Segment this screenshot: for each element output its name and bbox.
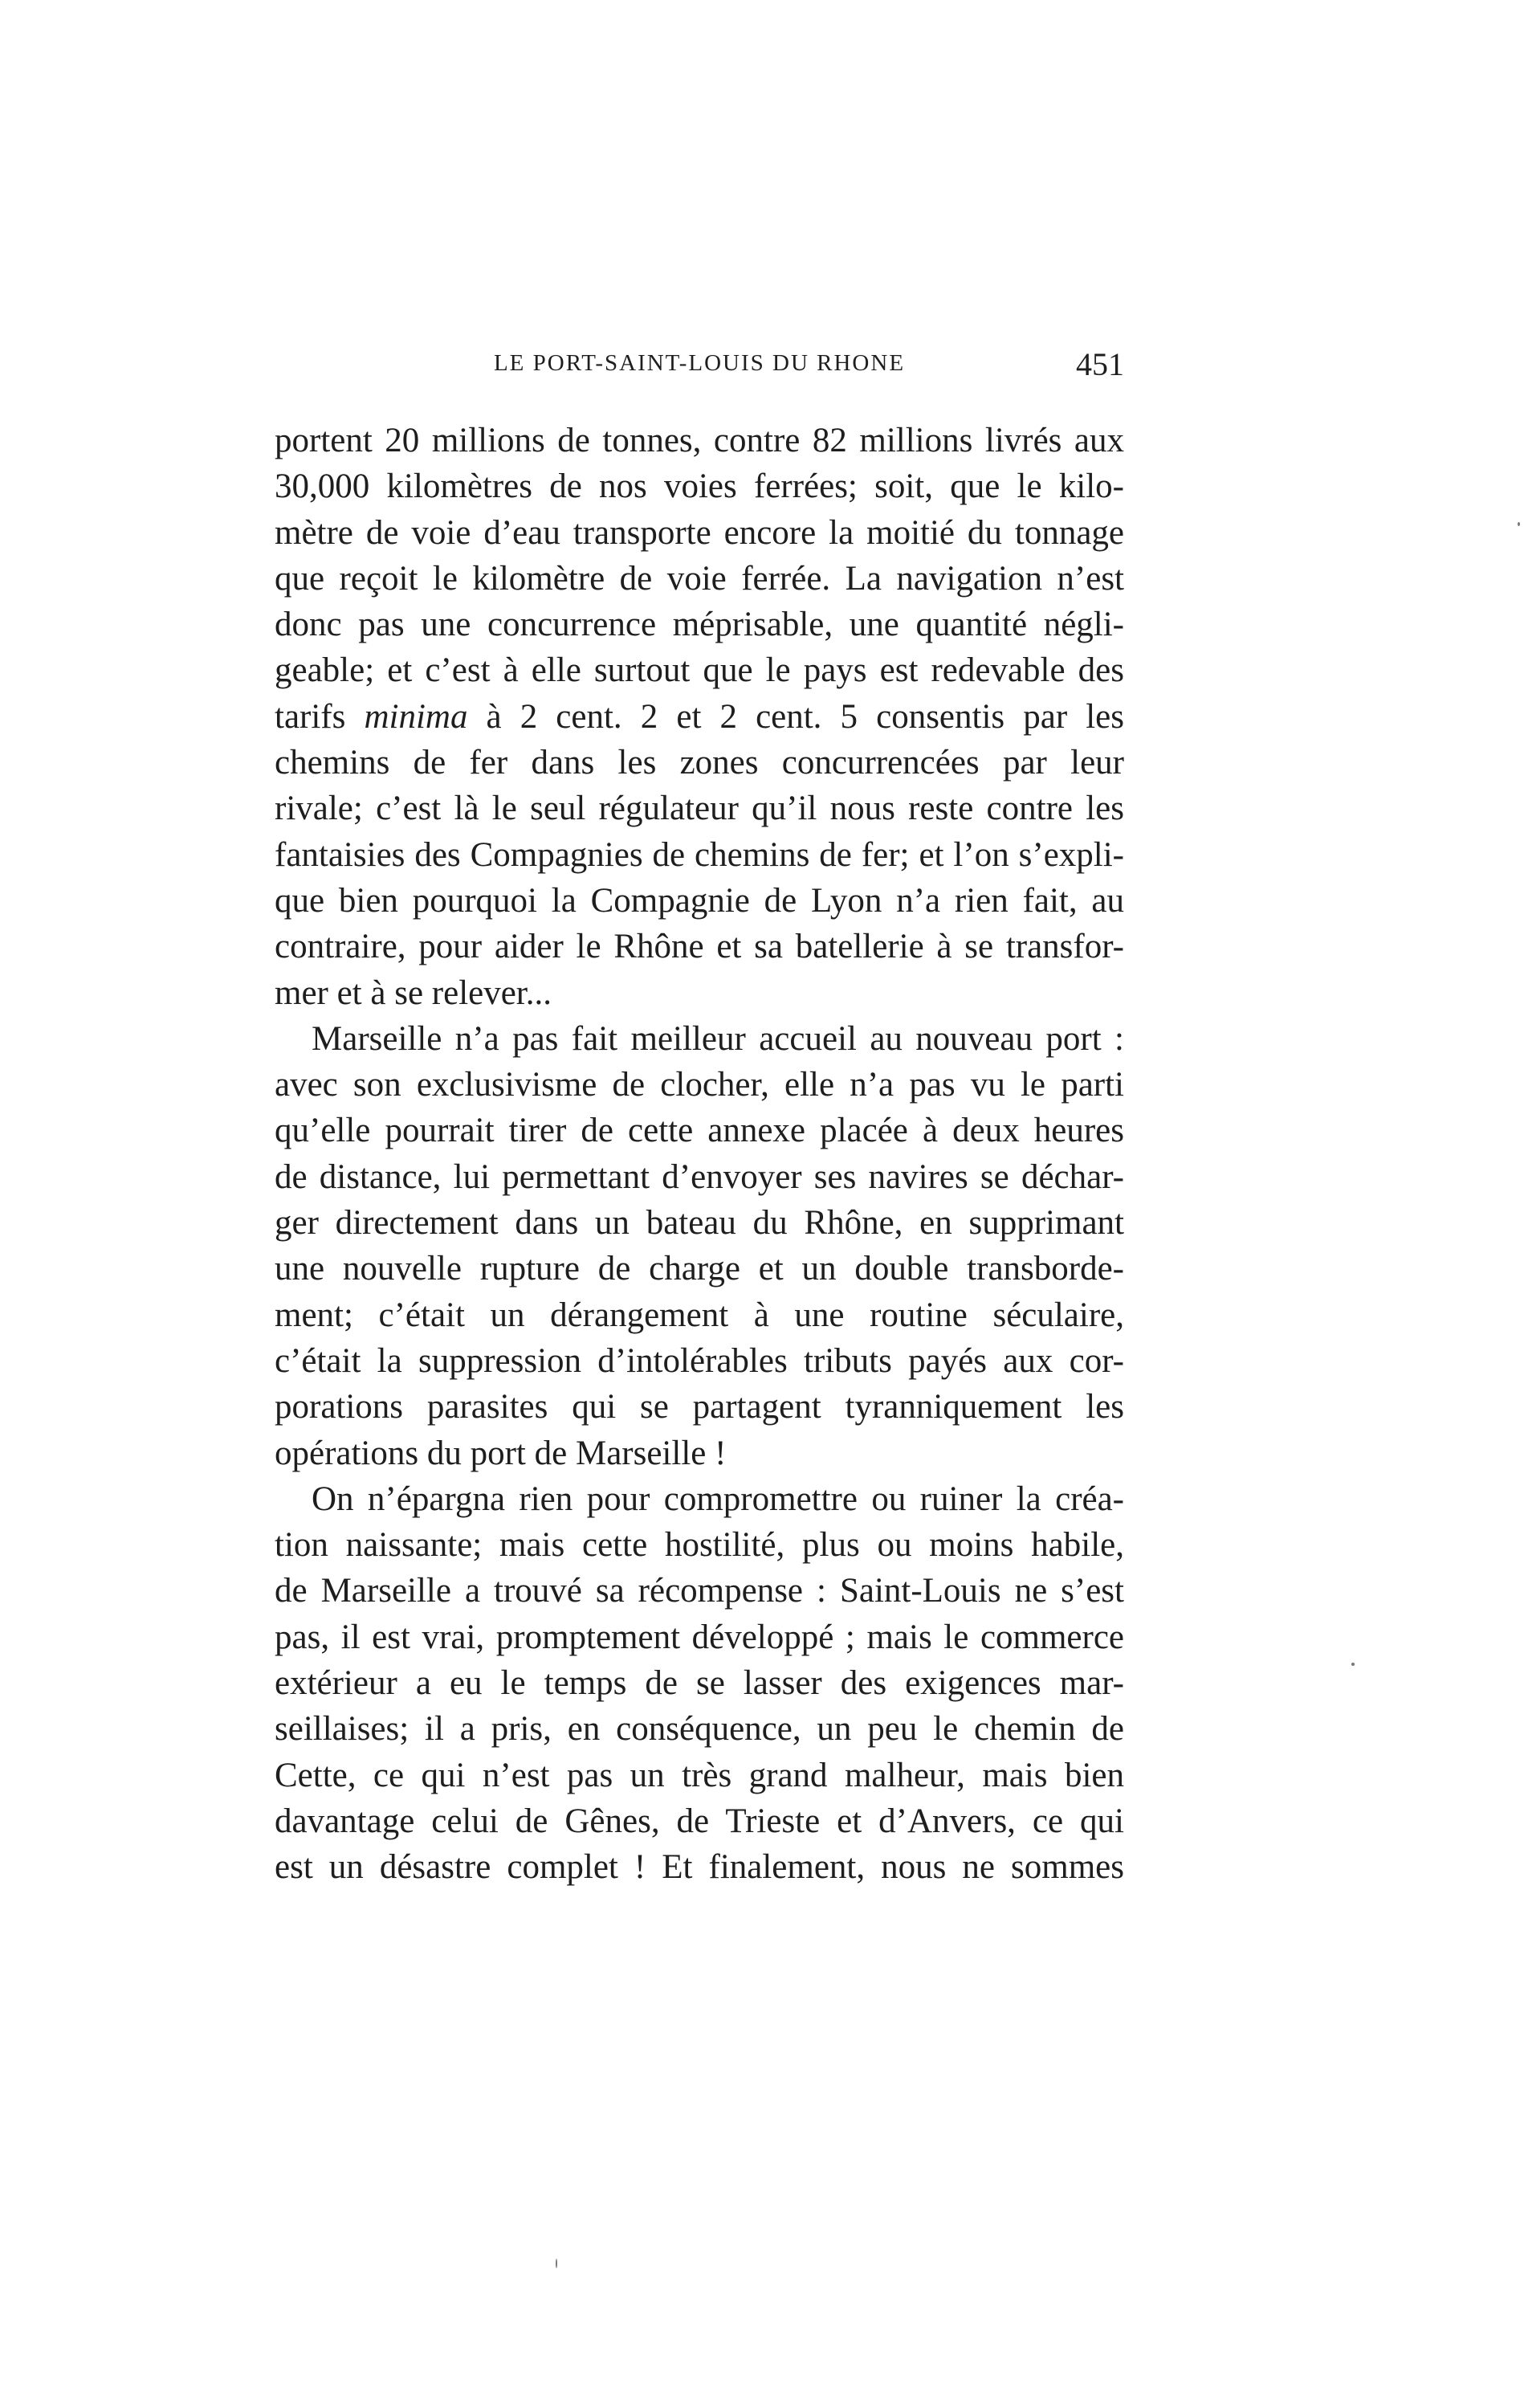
paragraph [275,1476,1124,1891]
text-line: c’était la suppression d’intolérables tributs payés aux cor- [275,1341,1124,1380]
text-line: porations parasites qui se partagent tyranniquement les [275,1388,1124,1426]
text-line: de distance, lui permettant d’envoyer ses navires se déchar- [275,1157,1124,1196]
page-body-text [275,418,1124,1891]
text-line: que reçoit le kilomètre de voie ferrée. La navigation n’est [275,559,1124,598]
scan-speck [1518,522,1520,526]
text-line: 30,000 kilomètres de nos voies ferrées; soit, que le kilo- [275,467,1124,506]
text-line: tion naissante; mais cette hostilité, plus ou moins habile, [275,1526,1124,1565]
text-line: mer et à se relever... [275,973,552,1012]
text-line: ment; c’était un dérangement à une routine séculaire, [275,1296,1124,1334]
running-title: LE PORT-SAINT-LOUIS DU RHONE [493,350,906,376]
text-line: donc pas une concurrence méprisable, une quantité négli- [275,606,1124,644]
text-line: pas, il est vrai, promptement développé ; mais le commerce [275,1618,1124,1656]
text-line: portent 20 millions de tonnes, contre 82 millions livrés aux [275,422,1124,459]
text-line: extérieur a eu le temps de se lasser des exigences mar- [275,1664,1124,1703]
page-number: 451 [1076,346,1124,382]
text-line: davantage celui de Gênes, de Trieste et d’Anvers, ce qui [275,1802,1124,1840]
text-line: qu’elle pourrait tirer de cette annexe placée à deux heures [275,1112,1124,1150]
running-header [275,345,1124,386]
text-line: ger directement dans un bateau du Rhône, en supprimant [275,1204,1124,1243]
text-line: rivale; c’est là le seul régulateur qu’il nous reste contre les [275,790,1124,828]
paragraph [275,418,1124,1016]
text-line: Marseille n’a pas fait meilleur accueil au nouveau port : [312,1019,1124,1058]
text-line: avec son exclusivisme de clocher, elle n’a pas vu le parti [275,1066,1124,1104]
text-line: opérations du port de Marseille ! [275,1434,727,1472]
text-line: contraire, pour aider le Rhône et sa batellerie à se transfor- [275,928,1124,966]
text-line: seillaises; il a pris, en conséquence, un peu le chemin de [275,1710,1124,1749]
paragraph [275,1016,1124,1476]
text-line: tarifs minima à 2 cent. 2 et 2 cent. 5 consentis par les [275,697,1124,736]
text-line: de Marseille a trouvé sa récompense : Saint-Louis ne s’est [275,1572,1124,1610]
text-line: On n’épargna rien pour compromettre ou ruiner la créa- [312,1479,1124,1518]
text-line: est un désastre complet ! Et finalement, nous ne sommes [275,1848,1124,1887]
scan-speck [556,2259,557,2268]
text-line: chemins de fer dans les zones concurrencées par leur [275,744,1124,782]
text-line: une nouvelle rupture de charge et un double transborde- [275,1250,1124,1288]
text-line: fantaisies des Compagnies de chemins de fer; et l’on s’expli- [275,835,1124,874]
text-line: geable; et c’est à elle surtout que le pays est redevable des [275,651,1124,690]
text-line: mètre de voie d’eau transporte encore la moitié du tonnage [275,513,1124,552]
text-line: que bien pourquoi la Compagnie de Lyon n’a rien fait, au [275,881,1124,920]
text-line: Cette, ce qui n’est pas un très grand malheur, mais bien [275,1756,1124,1794]
scan-speck [1351,1663,1355,1666]
